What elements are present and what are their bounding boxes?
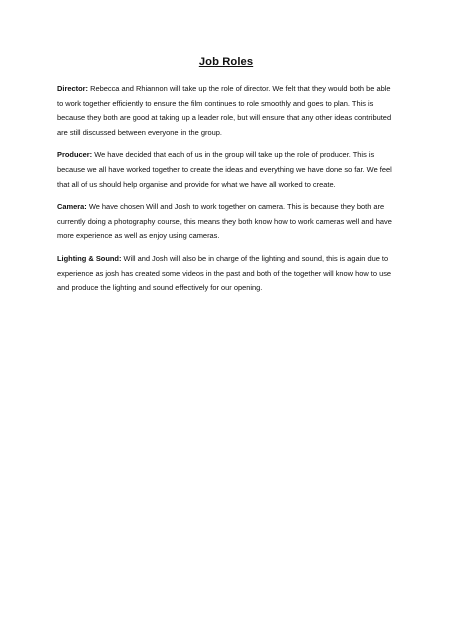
producer-paragraph <box>57 148 395 192</box>
camera-paragraph <box>57 200 395 244</box>
director-label: Director: <box>57 84 88 93</box>
lighting-sound-paragraph <box>57 252 395 296</box>
camera-label: Camera: <box>57 202 87 212</box>
producer-text: We have decided that each of us in the group will take up the role of producer. This is because we all have worked together to create the ideas and everything we have done so far. We feel that all of us should help organise and provide for what we have all worked to create. <box>57 150 392 189</box>
page-title: Job Roles <box>198 56 254 68</box>
director-paragraph <box>57 82 395 140</box>
producer-label: Producer: <box>57 150 93 160</box>
lighting-sound-text: Will and Josh will also be in charge of the lighting and sound, this is again due to experience as josh has created some videos in the past and both of the together will know how to use and produce the lighting and sound effectively for our opening. <box>57 253 392 293</box>
lighting-sound-label: Lighting & Sound: <box>57 253 122 263</box>
camera-text: We have chosen Will and Josh to work together on camera. This is because they both are currently doing a photography course, this means they both know how to work cameras well and have more experience as well as enjoy using cameras. <box>57 202 392 241</box>
director-text: Rebecca and Rhiannon will take up the role of director. We felt that they would both be able to work together efficiently to ensure the film continues to role smoothly and goes to plan. This is because they both are good at taking up a leader role, but will ensure that any other ideas contributed are still discussed between everyone in the group. <box>57 84 392 137</box>
